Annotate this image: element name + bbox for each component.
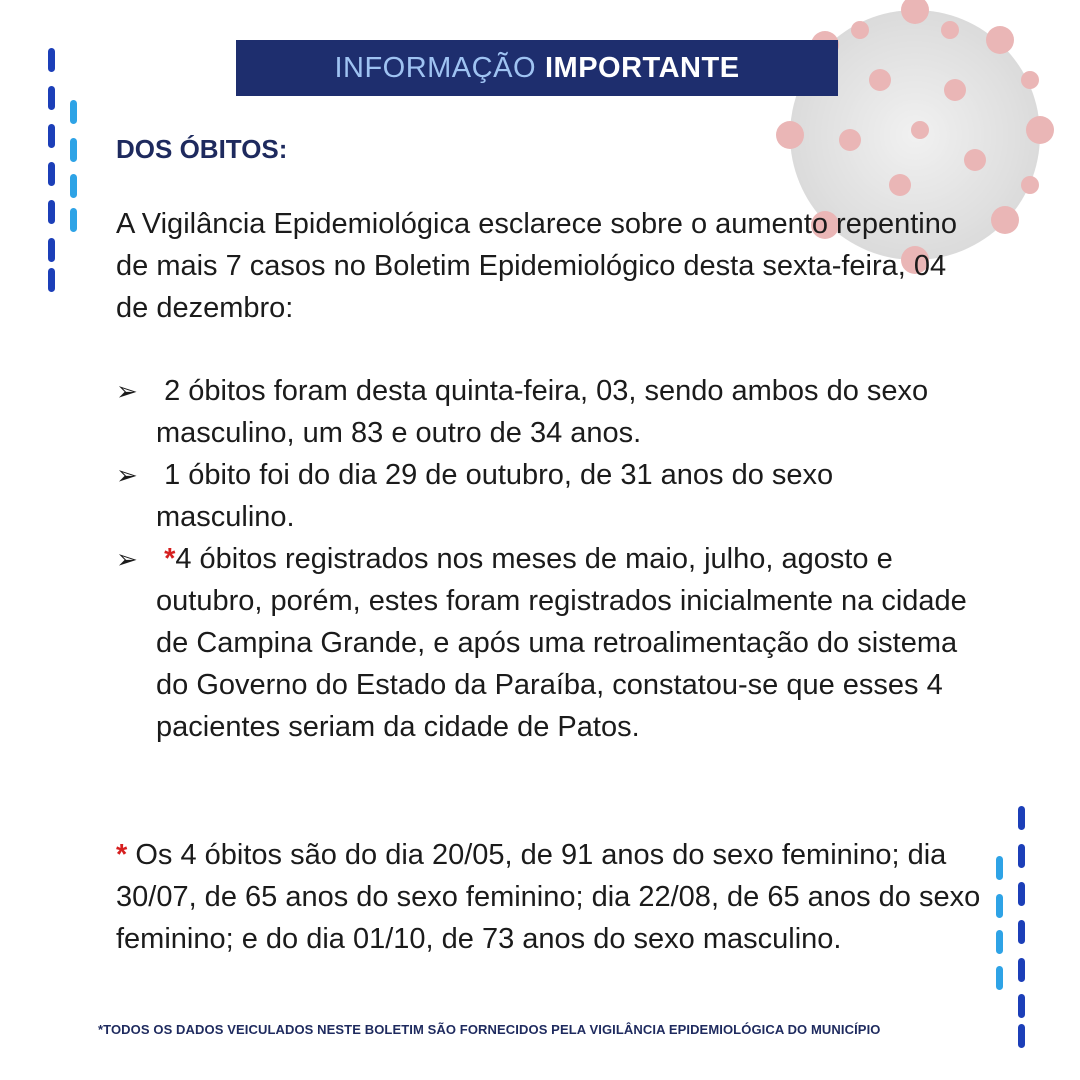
bullet-text: 1 óbito foi do dia 29 de outubro, de 31 anos do sexo masculino. — [156, 459, 834, 533]
banner-light-text: INFORMAÇÃO — [334, 51, 536, 84]
list-item — [116, 454, 976, 538]
disclaimer-footer: *TODOS OS DADOS VEICULADOS NESTE BOLETIM SÃO FORNECIDOS PELA VIGILÂNCIA EPIDEMIOLÓGICA DO MUNICÍPIO — [98, 1022, 881, 1037]
dashed-line-icon — [996, 806, 1036, 1056]
arrow-bullet-icon: ➢ — [116, 544, 138, 574]
bullet-text: 4 óbitos registrados nos meses de maio, julho, agosto e outubro, porém, estes foram registrados inicialmente na cidade de Campina Grande, e após uma retroalimentação do sistema do Governo do Estado da Paraíba, constatou-se que esses 4 pacientes seriam da cidade de Patos. — [156, 543, 967, 743]
title-banner — [236, 40, 838, 96]
footnote-text: Os 4 óbitos são do dia 20/05, de 91 anos do sexo feminino; dia 30/07, de 65 anos do sexo feminino; dia 22/08, de 65 anos do sexo feminino; e do dia 01/10, de 73 anos do sexo masculino. — [116, 839, 981, 955]
section-heading: DOS ÓBITOS: — [116, 134, 288, 164]
asterisk-marker: * — [164, 543, 176, 575]
banner-bold-text: IMPORTANTE — [545, 51, 740, 84]
list-item — [116, 370, 976, 454]
bullet-list — [116, 370, 976, 748]
bullet-text: 2 óbitos foram desta quinta-feira, 03, sendo ambos do sexo masculino, um 83 e outro de 34 anos. — [156, 375, 929, 449]
footnote-paragraph — [116, 834, 986, 960]
intro-paragraph: A Vigilância Epidemiológica esclarece sobre o aumento repentino de mais 7 casos no Boletim Epidemiológico desta sexta-feira, 04 de dezembro: — [116, 208, 957, 324]
arrow-bullet-icon: ➢ — [116, 460, 138, 490]
list-item — [116, 538, 976, 748]
dashed-line-icon — [48, 48, 88, 298]
arrow-bullet-icon: ➢ — [116, 376, 138, 406]
asterisk-marker: * — [116, 839, 128, 871]
